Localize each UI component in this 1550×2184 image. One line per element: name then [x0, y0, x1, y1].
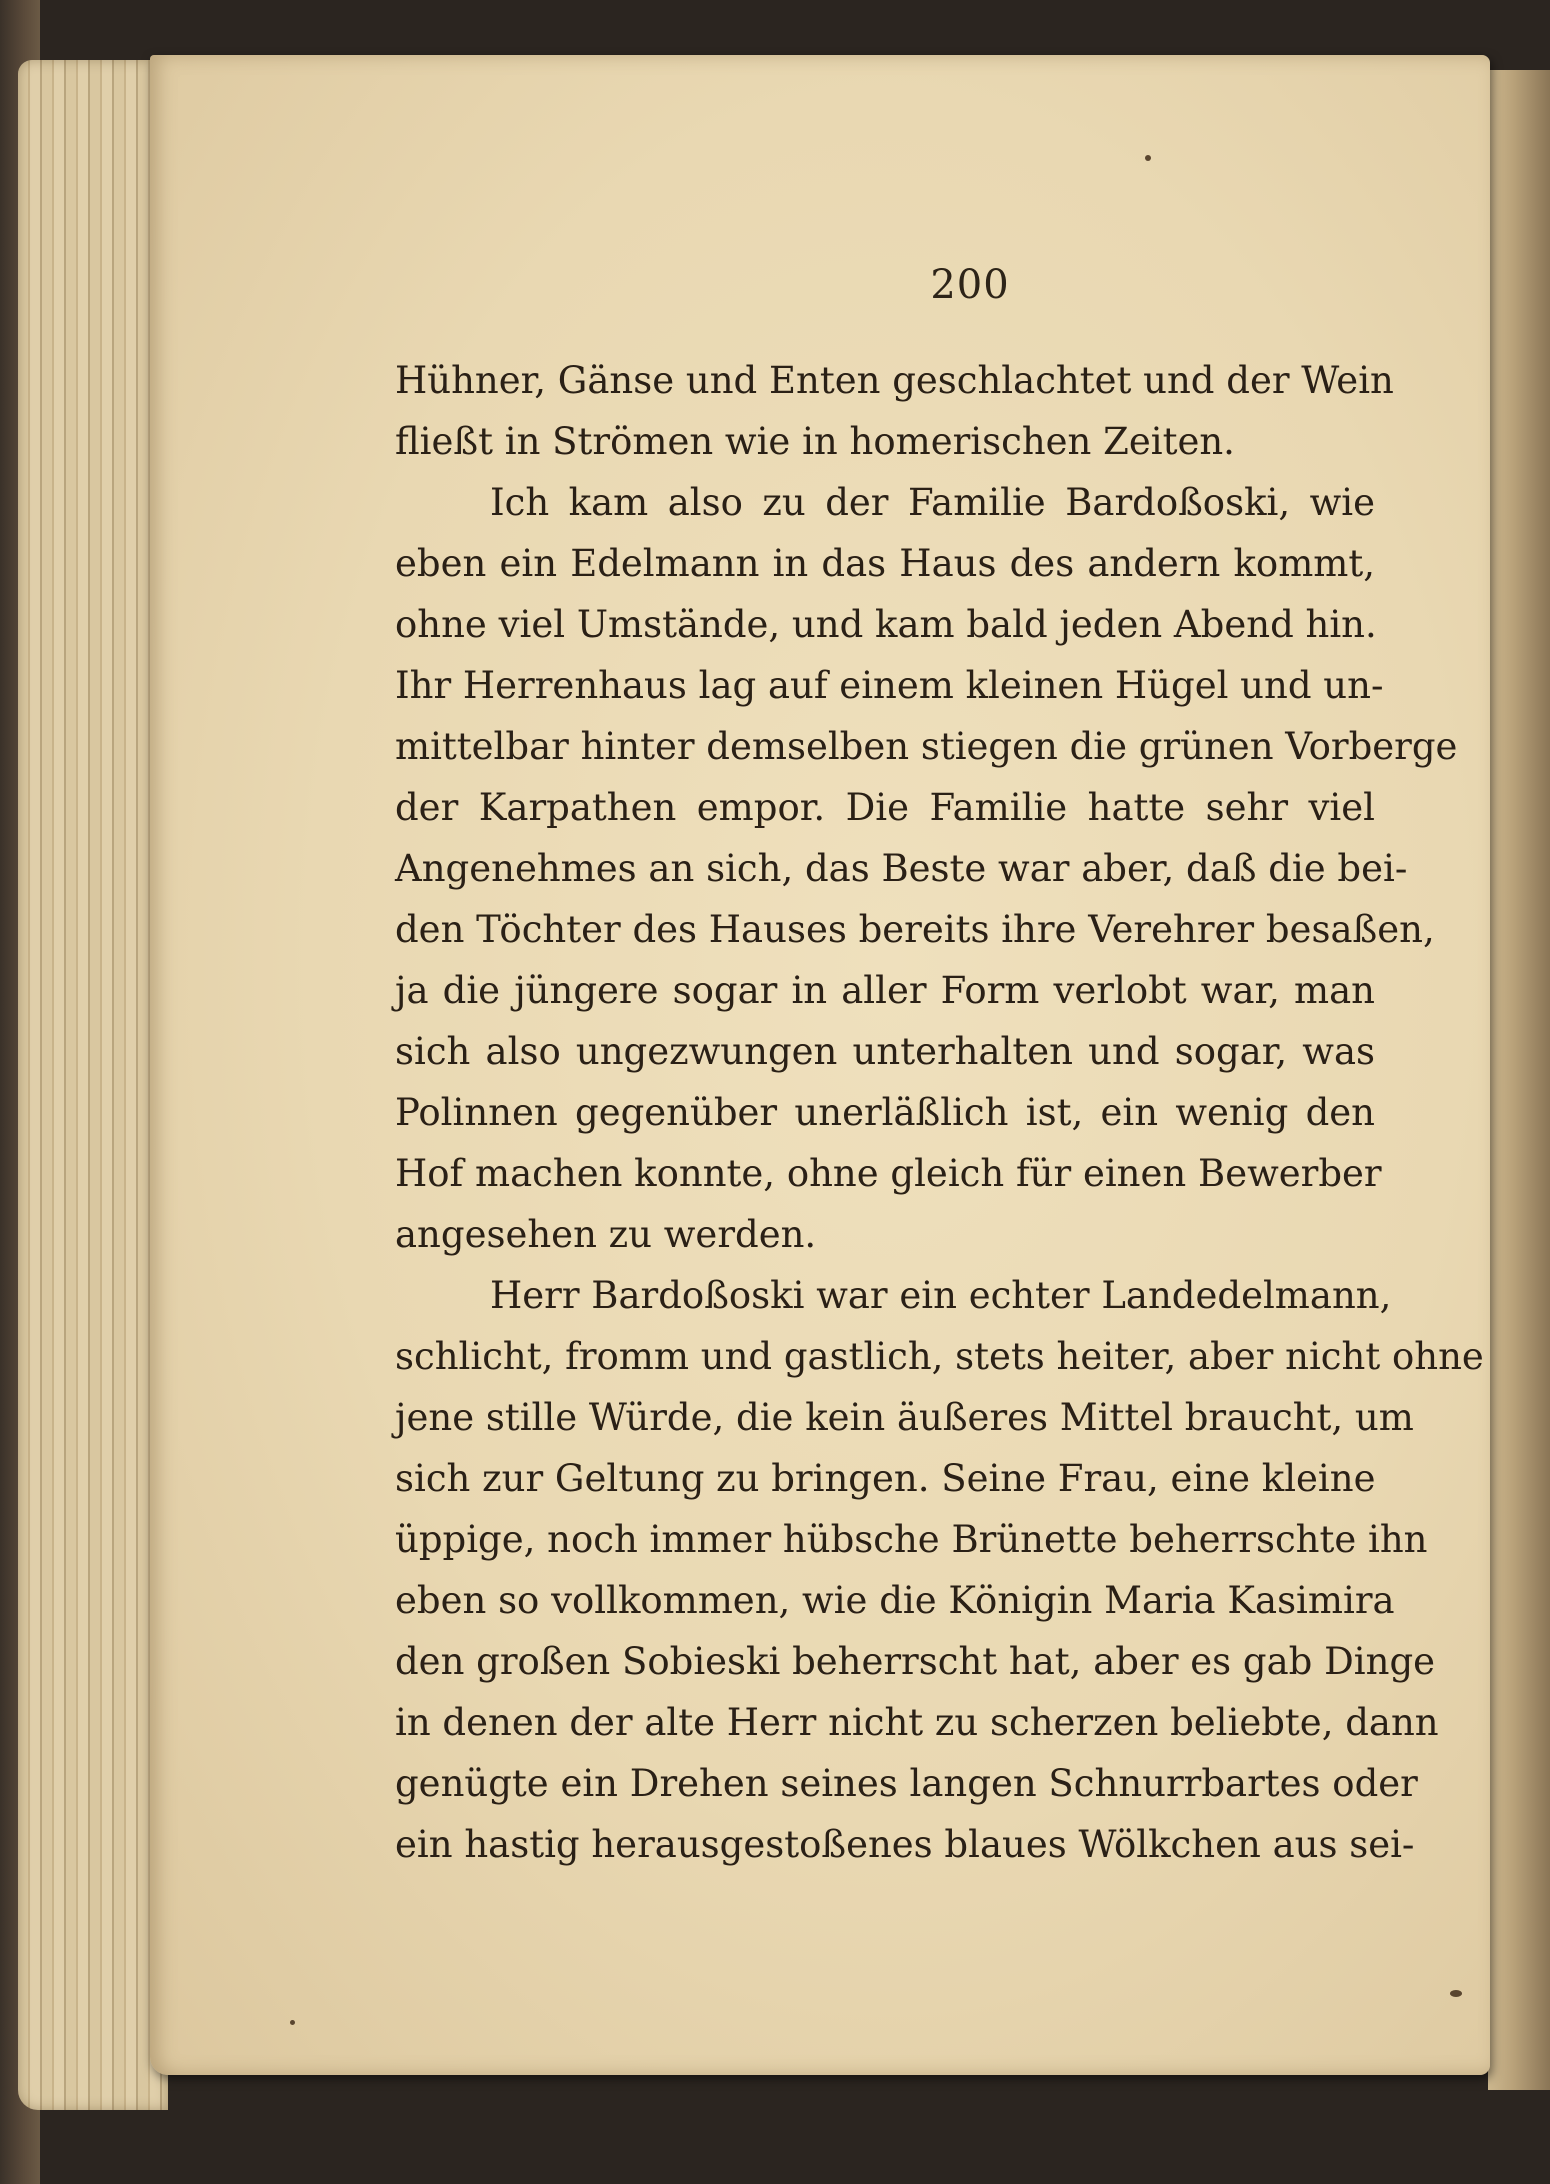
text-line: angesehen zu werden.	[395, 1213, 817, 1256]
text-line: Angenehmes an sich, das Beste war aber, daß die bei-	[395, 847, 1408, 890]
text-line: ein hastig herausgestoßenes blaues Wölkchen aus sei-	[395, 1823, 1415, 1866]
text-line: sich zur Geltung zu bringen. Seine Frau, eine kleine	[395, 1457, 1376, 1500]
text-line: Hühner, Gänse und Enten geschlachtet und der Wein	[395, 359, 1394, 402]
text-line: eben so vollkommen, wie die Königin Maria Kasimira	[395, 1579, 1395, 1622]
paper-speck	[1450, 1990, 1462, 1997]
text-line: fließt in Strömen wie in homerischen Zeiten.	[395, 420, 1235, 463]
text-line: den großen Sobieski beherrscht hat, aber es gab Dinge	[395, 1640, 1436, 1683]
text-line: Ich kam also zu der Familie Bardoßoski, wie	[490, 481, 1375, 524]
text-line: genügte ein Drehen seines langen Schnurrbartes oder	[395, 1762, 1418, 1805]
text-line: Polinnen gegenüber unerläßlich ist, ein wenig den	[395, 1091, 1375, 1134]
text-line: üppige, noch immer hübsche Brünette beherrschte ihn	[395, 1518, 1428, 1561]
text-line: den Töchter des Hauses bereits ihre Verehrer besaßen,	[395, 908, 1435, 951]
page-edges	[18, 60, 168, 2110]
text-line: mittelbar hinter demselben stiegen die grünen Vorberge	[395, 725, 1458, 768]
body-text	[395, 350, 1484, 1875]
paper-speck	[290, 2020, 295, 2025]
paper-speck	[1145, 155, 1151, 161]
text-line: schlicht, fromm und gastlich, stets heiter, aber nicht ohne	[395, 1335, 1484, 1378]
text-line: Hof machen konnte, ohne gleich für einen Bewerber	[395, 1152, 1382, 1195]
text-line: jene stille Würde, die kein äußeres Mittel braucht, um	[395, 1396, 1414, 1439]
text-line: Ihr Herrenhaus lag auf einem kleinen Hügel und un-	[395, 664, 1384, 707]
text-line: ja die jüngere sogar in aller Form verlobt war, man	[395, 969, 1375, 1012]
text-line: eben ein Edelmann in das Haus des andern kommt,	[395, 542, 1375, 585]
text-line: in denen der alte Herr nicht zu scherzen beliebte, dann	[395, 1701, 1439, 1744]
text-line: ohne viel Umstände, und kam bald jeden Abend hin.	[395, 603, 1377, 646]
text-line: der Karpathen empor. Die Familie hatte sehr viel	[395, 786, 1375, 829]
page-number: 200	[930, 262, 1010, 308]
text-line: sich also ungezwungen unterhalten und sogar, was	[395, 1030, 1375, 1073]
text-line: Herr Bardoßoski war ein echter Landedelmann,	[490, 1274, 1392, 1317]
right-page-edge	[1488, 70, 1550, 2090]
